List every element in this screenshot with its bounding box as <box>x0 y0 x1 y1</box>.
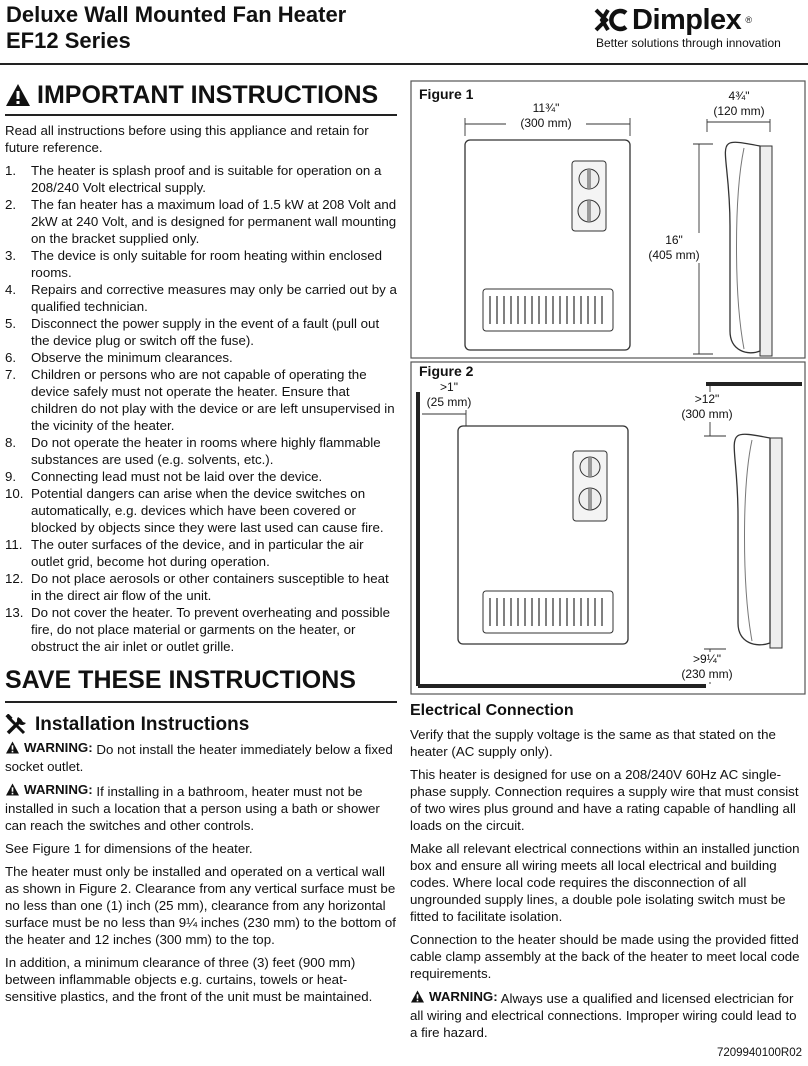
instruction-item <box>5 247 397 281</box>
instruction-item <box>5 570 397 604</box>
installation-p3: In addition, a minimum clearance of three (3) feet (900 mm) between inflammable objects e.g. curtains, towels or heat-sensitive plastics, and the front of the unit must be maintained. <box>5 955 373 1004</box>
figure-1-height-in: 16" <box>665 233 683 247</box>
figure-2-bottom-mm: (230 mm) <box>681 667 733 681</box>
electrical-heading: Electrical Connection <box>410 702 574 719</box>
figure-1-height-mm: (405 mm) <box>648 248 700 262</box>
instruction-item <box>5 349 397 366</box>
instruction-text: Observe the minimum clearances. <box>31 350 233 365</box>
instruction-text: Children or persons who are not capable of operating the device safely must not operate the heater. Ensure that children do not play with the device or are left unsupervised in the vicinity of the heater. <box>31 367 395 433</box>
warning-icon <box>5 83 31 107</box>
figure-1-depth-label <box>703 89 775 119</box>
figure-2-bottom-label <box>676 652 738 682</box>
instruction-item <box>5 434 397 468</box>
registered-mark: ® <box>745 15 752 25</box>
figure-1-depth-in: 4¾" <box>728 89 750 103</box>
figure-1-label: Figure 1 <box>419 86 474 102</box>
instruction-number: 8. <box>5 435 17 450</box>
installation-warning-1 <box>5 739 397 775</box>
instruction-item <box>5 468 397 485</box>
instruction-number: 3. <box>5 248 17 263</box>
instruction-item <box>5 196 397 247</box>
figure-2-heater-front <box>458 426 628 644</box>
figure-1-heater-front <box>465 140 630 350</box>
save-rule <box>5 701 397 703</box>
instruction-number: 1. <box>5 163 17 178</box>
instruction-number: 5. <box>5 316 17 331</box>
figure-1-height-label <box>640 233 708 263</box>
instruction-text: Do not operate the heater in rooms where highly flammable substances are used (e.g. solvents, etc.). <box>31 435 381 467</box>
instruction-text: Connecting lead must not be laid over the device. <box>31 469 323 484</box>
instruction-text: Do not cover the heater. To prevent overheating and possible fire, do not place material or garments on the heater, or obstruct the air inlet or outlet grille. <box>31 605 391 654</box>
important-rule <box>5 114 397 116</box>
warning-label: WARNING: <box>24 740 93 755</box>
figure-2-side-in: >1" <box>440 380 458 394</box>
document-title <box>6 2 346 54</box>
instruction-item <box>5 366 397 434</box>
figure-2-label: Figure 2 <box>419 363 474 379</box>
title-line-2: EF12 Series <box>6 28 131 53</box>
important-intro: Read all instructions before using this appliance and retain for future reference. <box>5 123 369 155</box>
figure-2-side-mm: (25 mm) <box>426 395 472 409</box>
instruction-number: 10. <box>5 486 24 501</box>
warning-icon <box>5 783 20 796</box>
electrical-section <box>410 700 804 1047</box>
figure-2-top-mm: (300 mm) <box>681 407 733 421</box>
important-heading <box>5 80 397 110</box>
installation-heading <box>5 713 397 737</box>
warning-icon <box>5 741 20 754</box>
instruction-text: The device is only suitable for room heating within enclosed rooms. <box>31 248 383 280</box>
figure-2-top-label <box>676 392 738 422</box>
warning-icon <box>410 990 425 1003</box>
brand-name: Dimplex <box>632 4 742 36</box>
instruction-text: Disconnect the power supply in the event of a fault (pull out the device plug or switch off the fuse). <box>31 316 380 348</box>
figure-1-heater-side <box>725 142 772 356</box>
instruction-text: Do not place aerosols or other containers susceptible to heat in the direct air flow of the unit. <box>31 571 389 603</box>
electrical-warning-text: Always use a qualified and licensed electrician for all wiring and electrical connections. Improper wiring could lead to a fire hazard. <box>410 991 797 1040</box>
dimplex-mark-icon <box>594 7 628 33</box>
instruction-item <box>5 281 397 315</box>
figure-2-heater-side <box>734 434 782 648</box>
instruction-text: The outer surfaces of the device, and in particular the air outlet grid, become hot during operation. <box>31 537 364 569</box>
instruction-number: 4. <box>5 282 17 297</box>
brand-tagline: Better solutions through innovation <box>596 36 781 50</box>
instruction-text: The fan heater has a maximum load of 1.5 kW at 208 Volt and 2kW at 240 Volt, and is designed for permanent wall mounting on the bracket supplied only. <box>31 197 397 246</box>
figure-1-width-label <box>506 101 586 131</box>
document-number: 7209940100R02 <box>716 1047 802 1059</box>
save-instructions-heading: SAVE THESE INSTRUCTIONS <box>5 666 356 694</box>
important-heading-text: IMPORTANT INSTRUCTIONS <box>37 81 379 109</box>
figure-2-bottom-in: >9¼" <box>693 652 721 666</box>
instruction-item <box>5 536 397 570</box>
instruction-item <box>5 162 397 196</box>
instruction-number: 11. <box>5 537 23 552</box>
electrical-warning <box>410 988 804 1041</box>
figure-1-depth-mm: (120 mm) <box>713 104 765 118</box>
electrical-p4: Connection to the heater should be made using the provided fitted cable clamp assembly at the back of the heater to meet local code requirements. <box>410 932 800 981</box>
warning-label: WARNING: <box>24 782 93 797</box>
installation-p2: The heater must only be installed and operated on a vertical wall as shown in Figure 2. Clearance from any vertical surface must be no less than one (1) inch (25 mm), clearance from any horizontal surface must be no less than 9¼ inches (230 mm) to the bottom of the heater and 12 inches (300 mm) to the top. <box>5 864 396 947</box>
figure-1-width-in: 11¾" <box>532 101 560 115</box>
instruction-text: The heater is splash proof and is suitable for operation on a 208/240 Volt electrical supply. <box>31 163 382 195</box>
tools-icon <box>5 714 29 736</box>
warning-label: WARNING: <box>429 989 498 1004</box>
figure-2-side-label <box>421 380 477 410</box>
installation-warning-2 <box>5 781 397 834</box>
instruction-item <box>5 604 397 655</box>
installation-p1: See Figure 1 for dimensions of the heater. <box>5 841 253 856</box>
left-column <box>5 80 397 1011</box>
instruction-number: 2. <box>5 197 17 212</box>
instruction-text: Potential dangers can arise when the device switches on automatically, e.g. devices which have been covered or blocked by objects since they were last used can cause fire. <box>31 486 384 535</box>
warning-2-text: If installing in a bathroom, heater must not be installed in such a location that a person using a bath or shower can reach the switches and other controls. <box>5 784 380 833</box>
title-line-1: Deluxe Wall Mounted Fan Heater <box>6 2 347 27</box>
header-divider <box>0 63 808 65</box>
figure-1-width-mm: (300 mm) <box>520 116 572 130</box>
warning-1-text: Do not install the heater immediately below a fixed socket outlet. <box>5 742 393 774</box>
electrical-p3: Make all relevant electrical connections within an installed junction box and ensure all wiring meets all local electrical and building codes. Where local code requires the disconnection of all ungrounded supply lines, a double pole isolating switch must be fitted to facilitate isolation. <box>410 841 800 924</box>
figure-2-top-in: >12" <box>694 392 720 406</box>
instruction-item <box>5 315 397 349</box>
electrical-p2: This heater is designed for use on a 208/240V 60Hz AC single-phase supply. Connection requires a supply wire that must consist of two wires plus ground and have a rating capable of handling all loads on the circuit. <box>410 767 799 833</box>
important-list <box>5 162 397 655</box>
electrical-p1: Verify that the supply voltage is the same as that stated on the heater (AC supply only). <box>410 727 776 759</box>
brand-logo <box>594 4 794 50</box>
instruction-number: 9. <box>5 469 17 484</box>
instruction-number: 13. <box>5 605 24 620</box>
instruction-text: Repairs and corrective measures may only be carried out by a qualified technician. <box>31 282 397 314</box>
installation-heading-text: Installation Instructions <box>35 714 250 735</box>
instruction-number: 7. <box>5 367 17 382</box>
instruction-number: 12. <box>5 571 24 586</box>
instruction-number: 6. <box>5 350 17 365</box>
instruction-item <box>5 485 397 536</box>
